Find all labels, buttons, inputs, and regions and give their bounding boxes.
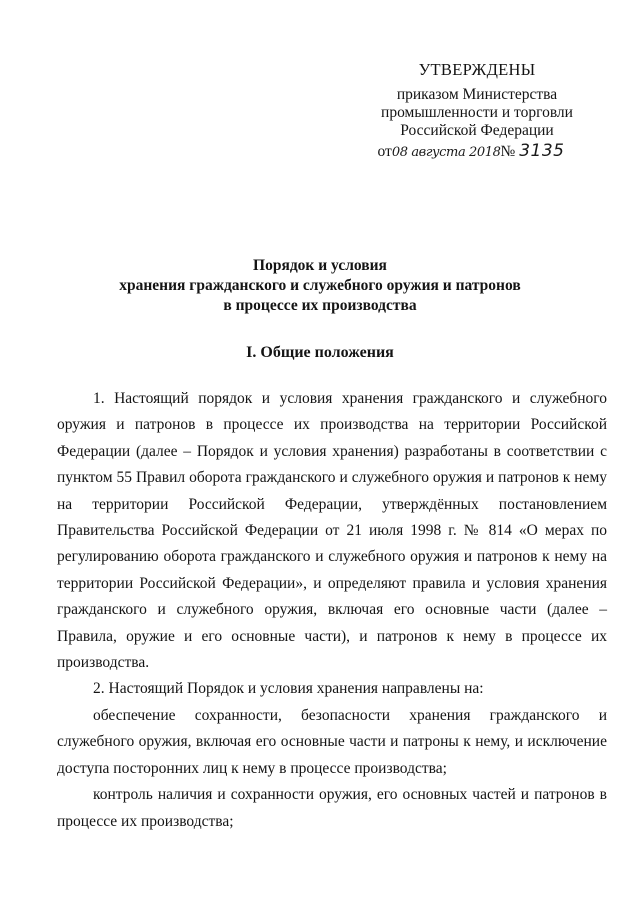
paragraph-2: 2. Настоящий Порядок и условия хранения направлены на: — [93, 680, 484, 698]
title-line-2: хранения гражданского и служебного оружия и патронов — [119, 277, 521, 294]
approval-line-1: приказом Министерства — [396, 86, 558, 103]
approval-heading: УТВЕРЖДЕНЫ — [418, 60, 536, 79]
section-heading: I. Общие положения — [246, 344, 394, 361]
paragraph-1: 1. Настоящий порядок и условия хранения гражданского и служебного оружия и патронов в процессе их производства на территории Российской Федерации (далее – Порядок и условия хранения) разработаны в соответствии с пунктом 55 Правил оборота гражданского и служебного оружия и патронов к нему на территории Российской Федерации, утверждённых постановлением Правительства Российской Федерации от 21 июля 1998 г. № 814 «О мерах по регулированию оборота гражданского и служебного оружия и патронов к нему на территории Российской Федерации», и определяют правила и условия хранения гражданского и служебного оружия, включая его основные части (далее – Правила, оружие и его основные части), и патронов к нему в процессе их производства. — [57, 390, 607, 672]
title-line-3: в процессе их производства — [223, 297, 417, 314]
paragraph-4: контроль наличия и сохранности оружия, его основных частей и патронов в процессе их производства; — [57, 786, 607, 830]
number-prefix: № — [500, 143, 516, 160]
approval-line-3: Российской Федерации — [400, 122, 554, 139]
approval-block — [372, 60, 582, 164]
body-text — [57, 386, 607, 835]
handwritten-number: 3135 — [519, 141, 565, 161]
approval-line-2: промышленности и торговли — [381, 104, 573, 121]
paragraph-3: обеспечение сохранности, безопасности хранения гражданского и служебного оружия, включая его основные части и патроны к нему, и исключение доступа посторонних лиц к нему в процессе производства; — [57, 706, 607, 777]
title-line-1: Порядок и условия — [253, 257, 387, 274]
document-title — [60, 256, 580, 316]
date-prefix: от — [377, 143, 392, 160]
handwritten-date: 08 августа 2018 — [391, 145, 501, 160]
approval-date-number — [366, 140, 576, 164]
